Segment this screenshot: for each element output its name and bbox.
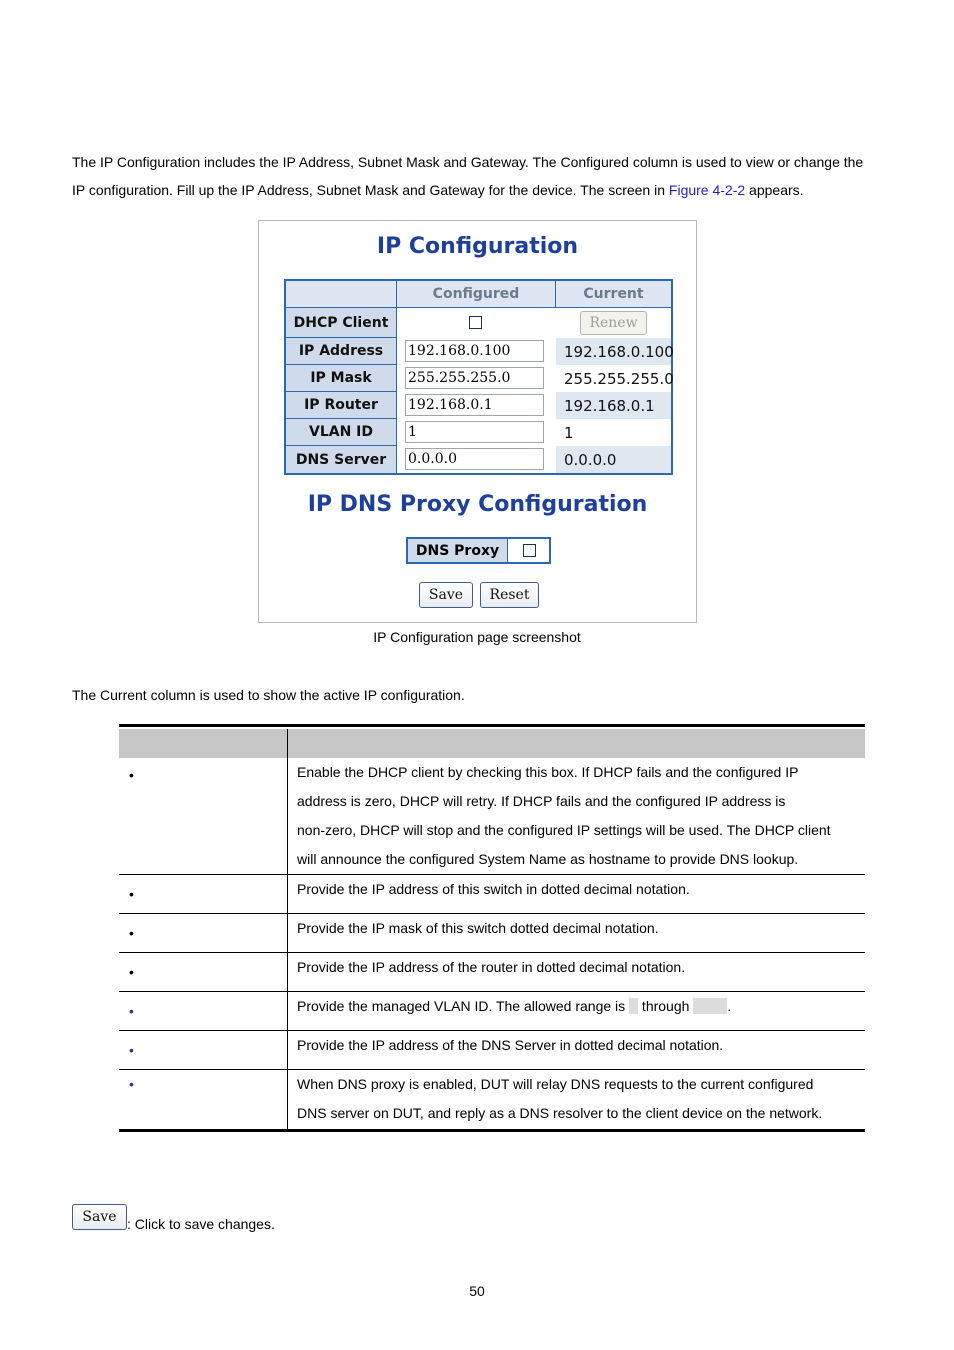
row-label: DHCP Client: [286, 308, 397, 338]
range-min-blank: [629, 998, 638, 1014]
row-label: DNS Server: [286, 446, 397, 473]
range-max-blank: [693, 998, 727, 1014]
ip-configuration-table: [284, 279, 673, 475]
bullet: •: [129, 886, 134, 902]
intro-line-1: The IP Configuration includes the IP Address, Subnet Mask and Gateway. The Configured column is used to view or change the: [72, 154, 864, 170]
row-dhcp-client: [286, 308, 671, 338]
bullet: •: [129, 767, 134, 783]
row-description: Provide the IP address of the router in dotted decimal notation.: [297, 959, 686, 975]
header-current: Current: [556, 281, 671, 308]
row-ip-router: [286, 392, 671, 419]
row-description: Provide the IP mask of this switch dotted decimal notation.: [297, 920, 659, 936]
row-ip-mask: [286, 365, 674, 392]
dns-proxy-checkbox[interactable]: [523, 544, 536, 557]
row-label: IP Mask: [286, 365, 397, 392]
row-dns-server: [286, 446, 671, 473]
figure-link[interactable]: Figure 4-2-2: [668, 182, 746, 198]
dns-server-current: 0.0.0.0: [556, 446, 671, 473]
ip-configuration-screenshot: [258, 220, 697, 623]
ip-router-current: 192.168.0.1: [556, 392, 671, 419]
dns-proxy-label: DNS Proxy: [408, 539, 508, 562]
row-description: Provide the IP address of the DNS Server in dotted decimal notation.: [297, 1037, 724, 1053]
row-description: When DNS proxy is enabled, DUT will relay DNS requests to the current configured DNS server on DUT, and reply as a DNS resolver to the client device on the network.: [297, 1076, 823, 1121]
header-configured: Configured: [397, 281, 556, 308]
reset-button[interactable]: Reset: [480, 582, 539, 608]
row-description: Provide the managed VLAN ID. The allowed range is through .: [297, 998, 732, 1014]
row-label: VLAN ID: [286, 419, 397, 446]
dns-server-input[interactable]: 0.0.0.0: [405, 448, 544, 470]
figure-caption: IP Configuration page screenshot: [373, 629, 581, 645]
vlan-id-input[interactable]: 1: [405, 421, 544, 443]
ip-mask-input[interactable]: 255.255.255.0: [405, 367, 544, 389]
intro-paragraph: [72, 148, 892, 204]
dns-proxy-table: [406, 537, 551, 564]
row-description: Enable the DHCP client by checking this box. If DHCP fails and the configured IP address is zero, DHCP will retry. If DHCP fails and the configured IP address is non-zero, DHCP will stop and the configured IP settings will be used. The DHCP client will announce the configured System Name as hostname to provide DNS lookup.: [297, 764, 831, 867]
table-row: [119, 1031, 865, 1070]
dhcp-client-checkbox[interactable]: [469, 316, 482, 329]
row-label: IP Address: [286, 338, 397, 365]
ip-address-current: 192.168.0.100: [556, 338, 671, 365]
table-row: [119, 1070, 865, 1129]
ip-router-input[interactable]: 192.168.0.1: [405, 394, 544, 416]
table-bottom-rule: [119, 1129, 865, 1132]
save-button-illustration: Save: [72, 1204, 127, 1230]
table-row: [119, 875, 865, 914]
header-empty-cell: [286, 281, 397, 308]
ip-address-input[interactable]: 192.168.0.100: [405, 340, 544, 362]
current-column-note: The Current column is used to show the active IP configuration.: [72, 687, 465, 703]
row-description: Provide the IP address of this switch in dotted decimal notation.: [297, 881, 690, 897]
bullet: •: [129, 1076, 134, 1092]
table-row: [119, 992, 865, 1031]
dns-proxy-title: IP DNS Proxy Configuration: [307, 492, 648, 517]
vlan-id-current: 1: [564, 423, 574, 442]
intro-line-2: IP configuration. Fill up the IP Address, Subnet Mask and Gateway for the device. The screen in Figure 4-2-2 appears.: [72, 182, 804, 198]
row-ip-address: [286, 338, 674, 365]
table-row: [119, 914, 865, 953]
bullet: •: [129, 1042, 134, 1058]
table-row: [119, 758, 865, 875]
table-top-rule: [119, 724, 865, 727]
page-number: 50: [469, 1283, 485, 1299]
ip-mask-current: 255.255.255.0: [564, 369, 674, 388]
bullet: •: [129, 964, 134, 980]
row-vlan-id: [286, 419, 671, 446]
save-note-text: : Click to save changes.: [127, 1216, 275, 1232]
bullet: •: [129, 925, 134, 941]
save-button[interactable]: Save: [419, 582, 473, 608]
table-row: [119, 953, 865, 992]
renew-button[interactable]: Renew: [580, 311, 647, 335]
table-header-row: [119, 729, 865, 758]
row-label: IP Router: [286, 392, 397, 419]
ip-configuration-title: IP Configuration: [376, 234, 579, 259]
bullet: •: [129, 1003, 134, 1019]
table-header-row: [286, 281, 671, 308]
